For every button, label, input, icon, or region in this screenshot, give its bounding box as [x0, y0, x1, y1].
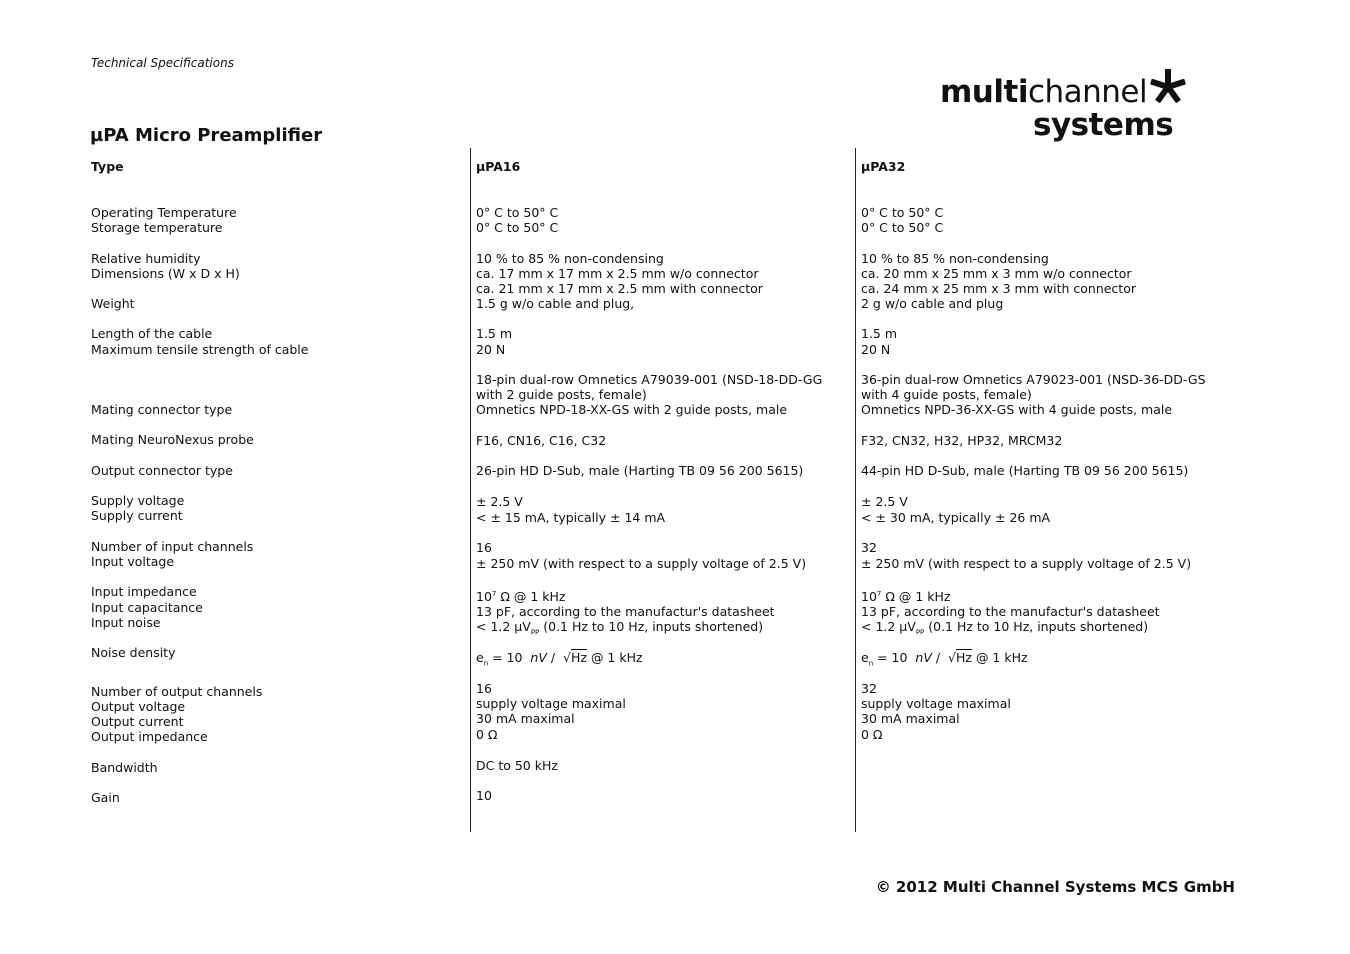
label-input-impedance: Input impedance [91, 584, 197, 599]
upa16-noise-density [476, 650, 643, 672]
upa32-tensile-strength: 20 N [861, 342, 891, 357]
upa16-output-voltage: supply voltage maximal [476, 696, 626, 711]
upa16-impedance-base: 10 [476, 589, 492, 605]
label-bandwidth: Bandwidth [91, 760, 158, 775]
upa16-supply-voltage: ± 2.5 V [476, 494, 523, 509]
upa32-weight: 2 g w/o cable and plug [861, 296, 1004, 311]
upa16-density-hz: Hz [571, 650, 587, 665]
upa32-input-capacitance: 13 pF, according to the manufactur's datasheet [861, 604, 1160, 619]
upa32-supply-current: < ± 30 mA, typically ± 26 mA [861, 510, 1051, 525]
upa16-operating-temperature: 0° C to 50° C [476, 205, 559, 220]
upa32-operating-temperature: 0° C to 50° C [861, 205, 944, 220]
label-output-voltage: Output voltage [91, 699, 186, 714]
upa16-density-slash: / √ [546, 650, 572, 665]
upa16-density-eq: = 10 [488, 650, 531, 665]
upa16-density-unit: nV [530, 650, 547, 665]
upa32-output-current: 30 mA maximal [861, 711, 960, 726]
upa16-noise-sub: PP [530, 628, 540, 637]
label-output-channels: Number of output channels [91, 684, 263, 699]
label-mating-connector: Mating connector type [91, 402, 233, 417]
upa16-supply-current: < ± 15 mA, typically ± 14 mA [476, 510, 666, 525]
label-operating-temperature: Operating Temperature [91, 205, 237, 220]
upa16-mating-connector-3: Omnetics NPD-18-XX-GS with 2 guide posts, male [476, 402, 788, 417]
upa16-tensile-strength: 20 N [476, 342, 506, 357]
upa16-neuronexus-probe: F16, CN16, C16, C32 [476, 433, 607, 448]
upa32-type: µPA32 [861, 159, 906, 174]
label-tensile-strength: Maximum tensile strength of cable [91, 342, 309, 357]
copyright-footer: © 2012 Multi Channel Systems MCS GmbH [875, 878, 1235, 896]
upa16-impedance-exponent: 7 [491, 590, 497, 598]
upa16-input-capacitance: 13 pF, according to the manufactur's datasheet [476, 604, 775, 619]
upa32-dimensions-1: ca. 20 mm x 25 mm x 3 mm w/o connector [861, 266, 1132, 281]
upa32-relative-humidity: 10 % to 85 % non-condensing [861, 251, 1049, 266]
upa32-output-connector: 44-pin HD D-Sub, male (Harting TB 09 56 200 5615) [861, 463, 1189, 478]
label-input-channels: Number of input channels [91, 539, 254, 554]
upa32-impedance-base: 10 [861, 589, 877, 605]
upa16-noise-rest: (0.1 Hz to 10 Hz, inputs shortened) [539, 619, 764, 634]
label-relative-humidity: Relative humidity [91, 251, 201, 266]
upa16-mating-connector-1: 18-pin dual-row Omnetics A79039-001 (NSD-18-DD-GG [476, 372, 823, 387]
label-type: Type [91, 159, 124, 174]
upa16-bandwidth: DC to 50 kHz [476, 758, 558, 773]
label-noise-density: Noise density [91, 645, 176, 660]
upa32-noise-sub: PP [915, 628, 925, 637]
upa32-input-noise [861, 619, 1148, 641]
label-supply-voltage: Supply voltage [91, 493, 185, 508]
column-divider [855, 148, 856, 832]
asterisk-icon [1150, 69, 1186, 105]
upa16-input-voltage: ± 250 mV (with respect to a supply voltage of 2.5 V) [476, 556, 807, 571]
upa16-density-rest: @ 1 kHz [586, 650, 643, 665]
upa16-noise-prefix: < 1.2 µV [476, 619, 531, 634]
upa32-input-voltage: ± 250 mV (with respect to a supply voltage of 2.5 V) [861, 556, 1192, 571]
upa32-density-rest: @ 1 kHz [971, 650, 1028, 665]
label-input-noise: Input noise [91, 615, 161, 630]
logo-word-multi: multi [940, 74, 1028, 110]
upa32-noise-rest: (0.1 Hz to 10 Hz, inputs shortened) [924, 619, 1149, 634]
company-logo [938, 68, 1190, 148]
label-neuronexus-probe: Mating NeuroNexus probe [91, 432, 254, 447]
upa32-noise-density [861, 650, 1028, 672]
upa32-density-eq: = 10 [873, 650, 916, 665]
upa16-output-current: 30 mA maximal [476, 711, 575, 726]
label-input-voltage: Input voltage [91, 554, 175, 569]
upa16-impedance-rest: Ω @ 1 kHz [496, 589, 566, 605]
upa32-output-impedance: 0 Ω [861, 727, 883, 742]
upa32-dimensions-2: ca. 24 mm x 25 mm x 3 mm with connector [861, 281, 1136, 296]
upa16-input-impedance [476, 587, 565, 604]
upa16-density-e: e [476, 650, 484, 665]
upa16-output-channels: 16 [476, 681, 492, 696]
upa16-output-connector: 26-pin HD D-Sub, male (Harting TB 09 56 200 5615) [476, 463, 804, 478]
upa32-cable-length: 1.5 m [861, 326, 898, 341]
label-input-capacitance: Input capacitance [91, 600, 203, 615]
logo-word-systems: systems [1033, 107, 1174, 143]
upa16-density-sub: n [483, 659, 489, 668]
upa16-dimensions-1: ca. 17 mm x 17 mm x 2.5 mm w/o connector [476, 266, 759, 281]
label-dimensions: Dimensions (W x D x H) [91, 266, 240, 281]
upa32-density-e: e [861, 650, 869, 665]
upa32-input-channels: 32 [861, 540, 877, 555]
column-divider [470, 148, 471, 832]
logo-word-channel: channel [1027, 74, 1148, 110]
page-title: µPA Micro Preamplifier [90, 125, 323, 146]
upa16-type: µPA16 [476, 159, 521, 174]
upa32-density-hz: Hz [956, 650, 972, 665]
upa32-noise-prefix: < 1.2 µV [861, 619, 916, 634]
label-weight: Weight [91, 296, 135, 311]
upa16-mating-connector-2: with 2 guide posts, female) [476, 387, 647, 402]
upa32-output-channels: 32 [861, 681, 877, 696]
upa32-neuronexus-probe: F32, CN32, H32, HP32, MRCM32 [861, 433, 1063, 448]
upa16-input-channels: 16 [476, 540, 492, 555]
label-storage-temperature: Storage temperature [91, 220, 223, 235]
upa32-input-impedance [861, 587, 950, 604]
label-output-connector: Output connector type [91, 463, 233, 478]
label-cable-length: Length of the cable [91, 326, 213, 341]
upa32-mating-connector-1: 36-pin dual-row Omnetics A79023-001 (NSD-36-DD-GS [861, 372, 1206, 387]
upa32-impedance-rest: Ω @ 1 kHz [881, 589, 951, 605]
label-gain: Gain [91, 790, 120, 805]
logo-line-1 [940, 74, 1147, 110]
upa16-dimensions-2: ca. 21 mm x 17 mm x 2.5 mm with connector [476, 281, 763, 296]
upa16-output-impedance: 0 Ω [476, 727, 498, 742]
section-label: Technical Specifications [91, 56, 234, 70]
upa32-storage-temperature: 0° C to 50° C [861, 220, 944, 235]
upa16-input-noise [476, 619, 763, 641]
upa32-density-sub: n [868, 659, 874, 668]
upa16-weight: 1.5 g w/o cable and plug, [476, 296, 635, 311]
upa32-density-unit: nV [915, 650, 932, 665]
upa32-supply-voltage: ± 2.5 V [861, 494, 908, 509]
upa16-relative-humidity: 10 % to 85 % non-condensing [476, 251, 664, 266]
upa32-mating-connector-2: with 4 guide posts, female) [861, 387, 1032, 402]
upa32-density-slash: / √ [931, 650, 957, 665]
label-output-current: Output current [91, 714, 184, 729]
upa16-gain: 10 [476, 788, 492, 803]
upa32-output-voltage: supply voltage maximal [861, 696, 1011, 711]
upa16-cable-length: 1.5 m [476, 326, 513, 341]
label-output-impedance: Output impedance [91, 729, 208, 744]
label-supply-current: Supply current [91, 508, 183, 523]
upa32-mating-connector-3: Omnetics NPD-36-XX-GS with 4 guide posts, male [861, 402, 1173, 417]
upa16-storage-temperature: 0° C to 50° C [476, 220, 559, 235]
upa32-impedance-exponent: 7 [876, 590, 882, 598]
